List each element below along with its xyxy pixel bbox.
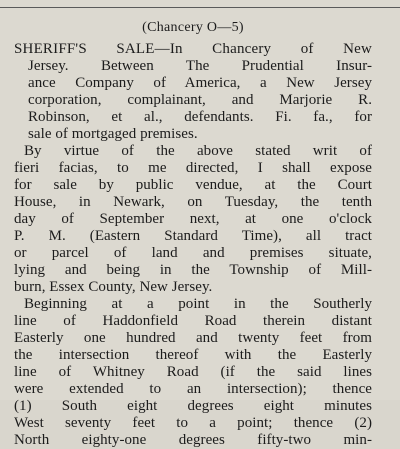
text-line: By virtue of the above stated writ of	[24, 143, 372, 159]
text-line: North eighty-one degrees fifty-two min-	[14, 432, 372, 448]
legal-notice-column	[14, 18, 372, 449]
text-line: were extended to an intersection); thence	[14, 381, 372, 397]
text-line: or parcel of land and premises situate,	[14, 245, 372, 261]
text-line: (1) South eight degrees eight minutes	[14, 398, 372, 414]
text-line: day of September next, at one o'clock	[14, 211, 372, 227]
text-line: the intersection thereof with the Easterly	[14, 347, 372, 363]
paragraph-sheriffs-sale	[14, 41, 372, 143]
column-top-rule	[0, 7, 400, 8]
text-line: line of Haddonfield Road therein distant	[14, 313, 372, 329]
paragraph-property-description	[14, 296, 372, 449]
text-line: corporation, complainant, and Marjorie R.	[28, 92, 372, 108]
text-line: Beginning at a point in the Southerly	[24, 296, 372, 312]
text-line: line of Whitney Road (if the said lines	[14, 364, 372, 380]
text-line: SHERIFF'S SALE—In Chancery of New	[14, 41, 372, 57]
text-line: Easterly one hundred and twenty feet from	[14, 330, 372, 346]
text-line: for sale by public vendue, at the Court	[14, 177, 372, 193]
text-line: ance Company of America, a New Jersey	[28, 75, 372, 91]
text-line: sale of mortgaged premises.	[28, 126, 198, 142]
paragraph-writ-of-fieri-facias	[14, 143, 372, 296]
text-line: West seventy feet to a point; thence (2)	[14, 415, 372, 431]
text-line: lying and being in the Township of Mill-	[14, 262, 372, 278]
text-line: House, in Newark, on Tuesday, the tenth	[14, 194, 372, 210]
text-line: P. M. (Eastern Standard Time), all tract	[14, 228, 372, 244]
text-line: Jersey. Between The Prudential Insur-	[28, 58, 372, 74]
text-line: fieri facias, to me directed, I shall expose	[14, 160, 372, 176]
text-line: burn, Essex County, New Jersey.	[14, 279, 213, 295]
text-line: Robinson, et al., defendants. Fi. fa., for	[28, 109, 372, 125]
notice-heading: (Chancery O—5)	[142, 20, 244, 35]
